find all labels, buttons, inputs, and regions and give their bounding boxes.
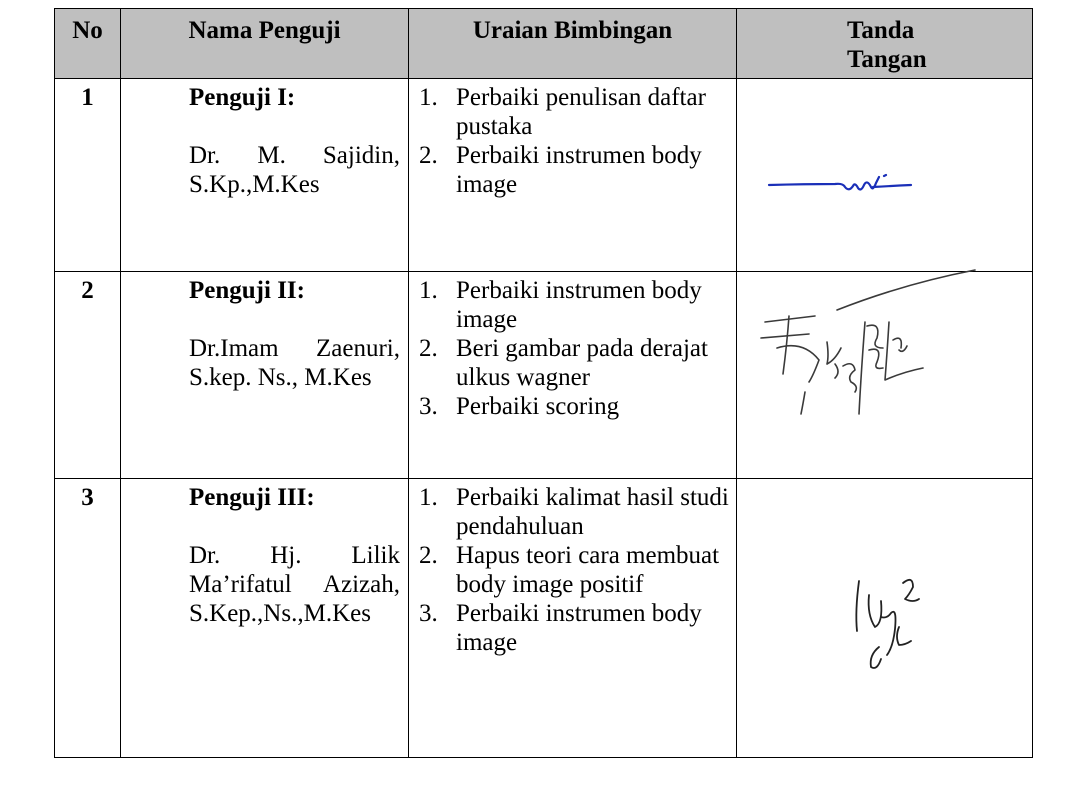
guidance-cell	[409, 272, 737, 479]
table-row	[55, 479, 1033, 758]
header-no: No	[55, 9, 121, 79]
list-item-number: 2.	[419, 142, 438, 169]
examiner-name-line: S.kep. Ns., M.Kes	[189, 364, 372, 391]
signature-cell	[737, 479, 1033, 758]
guidance-cell	[409, 79, 737, 272]
list-item-text: Beri gambar pada derajat ulkus wagner	[456, 335, 708, 391]
list-item-text: Perbaiki penulisan daftar pustaka	[456, 84, 706, 140]
table-row	[55, 79, 1033, 272]
examiner-name-line: Dr.Imam Zaenuri,	[189, 335, 400, 362]
examiner-cell	[121, 79, 409, 272]
table-row	[55, 272, 1033, 479]
header-tanda-line2: Tangan	[847, 46, 927, 73]
row-number: 2	[55, 272, 121, 479]
header-uraian-bimbingan: Uraian Bimbingan	[409, 9, 737, 79]
header-row	[55, 9, 1033, 79]
signature-3	[795, 531, 975, 701]
examiner-name-line: S.Kep.,Ns.,M.Kes	[189, 600, 371, 627]
list-item-text: Perbaiki instrumen body image	[456, 142, 702, 198]
list-item	[419, 483, 730, 541]
list-item	[419, 334, 730, 392]
header-nama-penguji: Nama Penguji	[121, 9, 409, 79]
signature-1	[765, 161, 915, 201]
list-item-number: 3.	[419, 393, 438, 420]
examiner-role: Penguji I:	[189, 84, 296, 111]
list-item	[419, 276, 730, 334]
guidance-list	[419, 276, 730, 421]
examiner-table	[54, 8, 1033, 758]
list-item-number: 1.	[419, 277, 438, 304]
list-item-text: Perbaiki instrumen body image	[456, 600, 702, 656]
signature-2	[743, 264, 979, 424]
examiner-name-line: S.Kp.,M.Kes	[189, 171, 320, 198]
signature-cell	[737, 79, 1033, 272]
examiner-name-line: Dr. M. Sajidin,	[189, 142, 400, 169]
examiner-cell	[121, 272, 409, 479]
header-tanda-line1: Tanda	[847, 17, 915, 44]
examiner-name-line: Ma’rifatul Azizah,	[189, 571, 400, 598]
list-item	[419, 541, 730, 599]
document-page	[54, 8, 1033, 758]
list-item	[419, 141, 730, 199]
list-item	[419, 83, 730, 141]
header-tanda-tangan	[737, 9, 1033, 79]
examiner-name-line: Dr. Hj. Lilik	[189, 542, 400, 569]
list-item-text: Hapus teori cara membuat body image positif	[456, 542, 720, 598]
list-item-number: 1.	[419, 484, 438, 511]
guidance-cell	[409, 479, 737, 758]
list-item-text: Perbaiki instrumen body image	[456, 277, 702, 333]
guidance-list	[419, 483, 730, 657]
examiner-role: Penguji II:	[189, 277, 305, 304]
list-item	[419, 599, 730, 657]
examiner-role: Penguji III:	[189, 484, 315, 511]
guidance-list	[419, 83, 730, 199]
list-item-number: 3.	[419, 600, 438, 627]
list-item-number: 2.	[419, 335, 438, 362]
row-number: 1	[55, 79, 121, 272]
examiner-cell	[121, 479, 409, 758]
list-item-text: Perbaiki scoring	[456, 393, 620, 420]
list-item-text: Perbaiki kalimat hasil studi pendahuluan	[456, 484, 729, 540]
row-number: 3	[55, 479, 121, 758]
list-item-number: 2.	[419, 542, 438, 569]
list-item	[419, 392, 730, 421]
list-item-number: 1.	[419, 84, 438, 111]
signature-cell	[737, 272, 1033, 479]
